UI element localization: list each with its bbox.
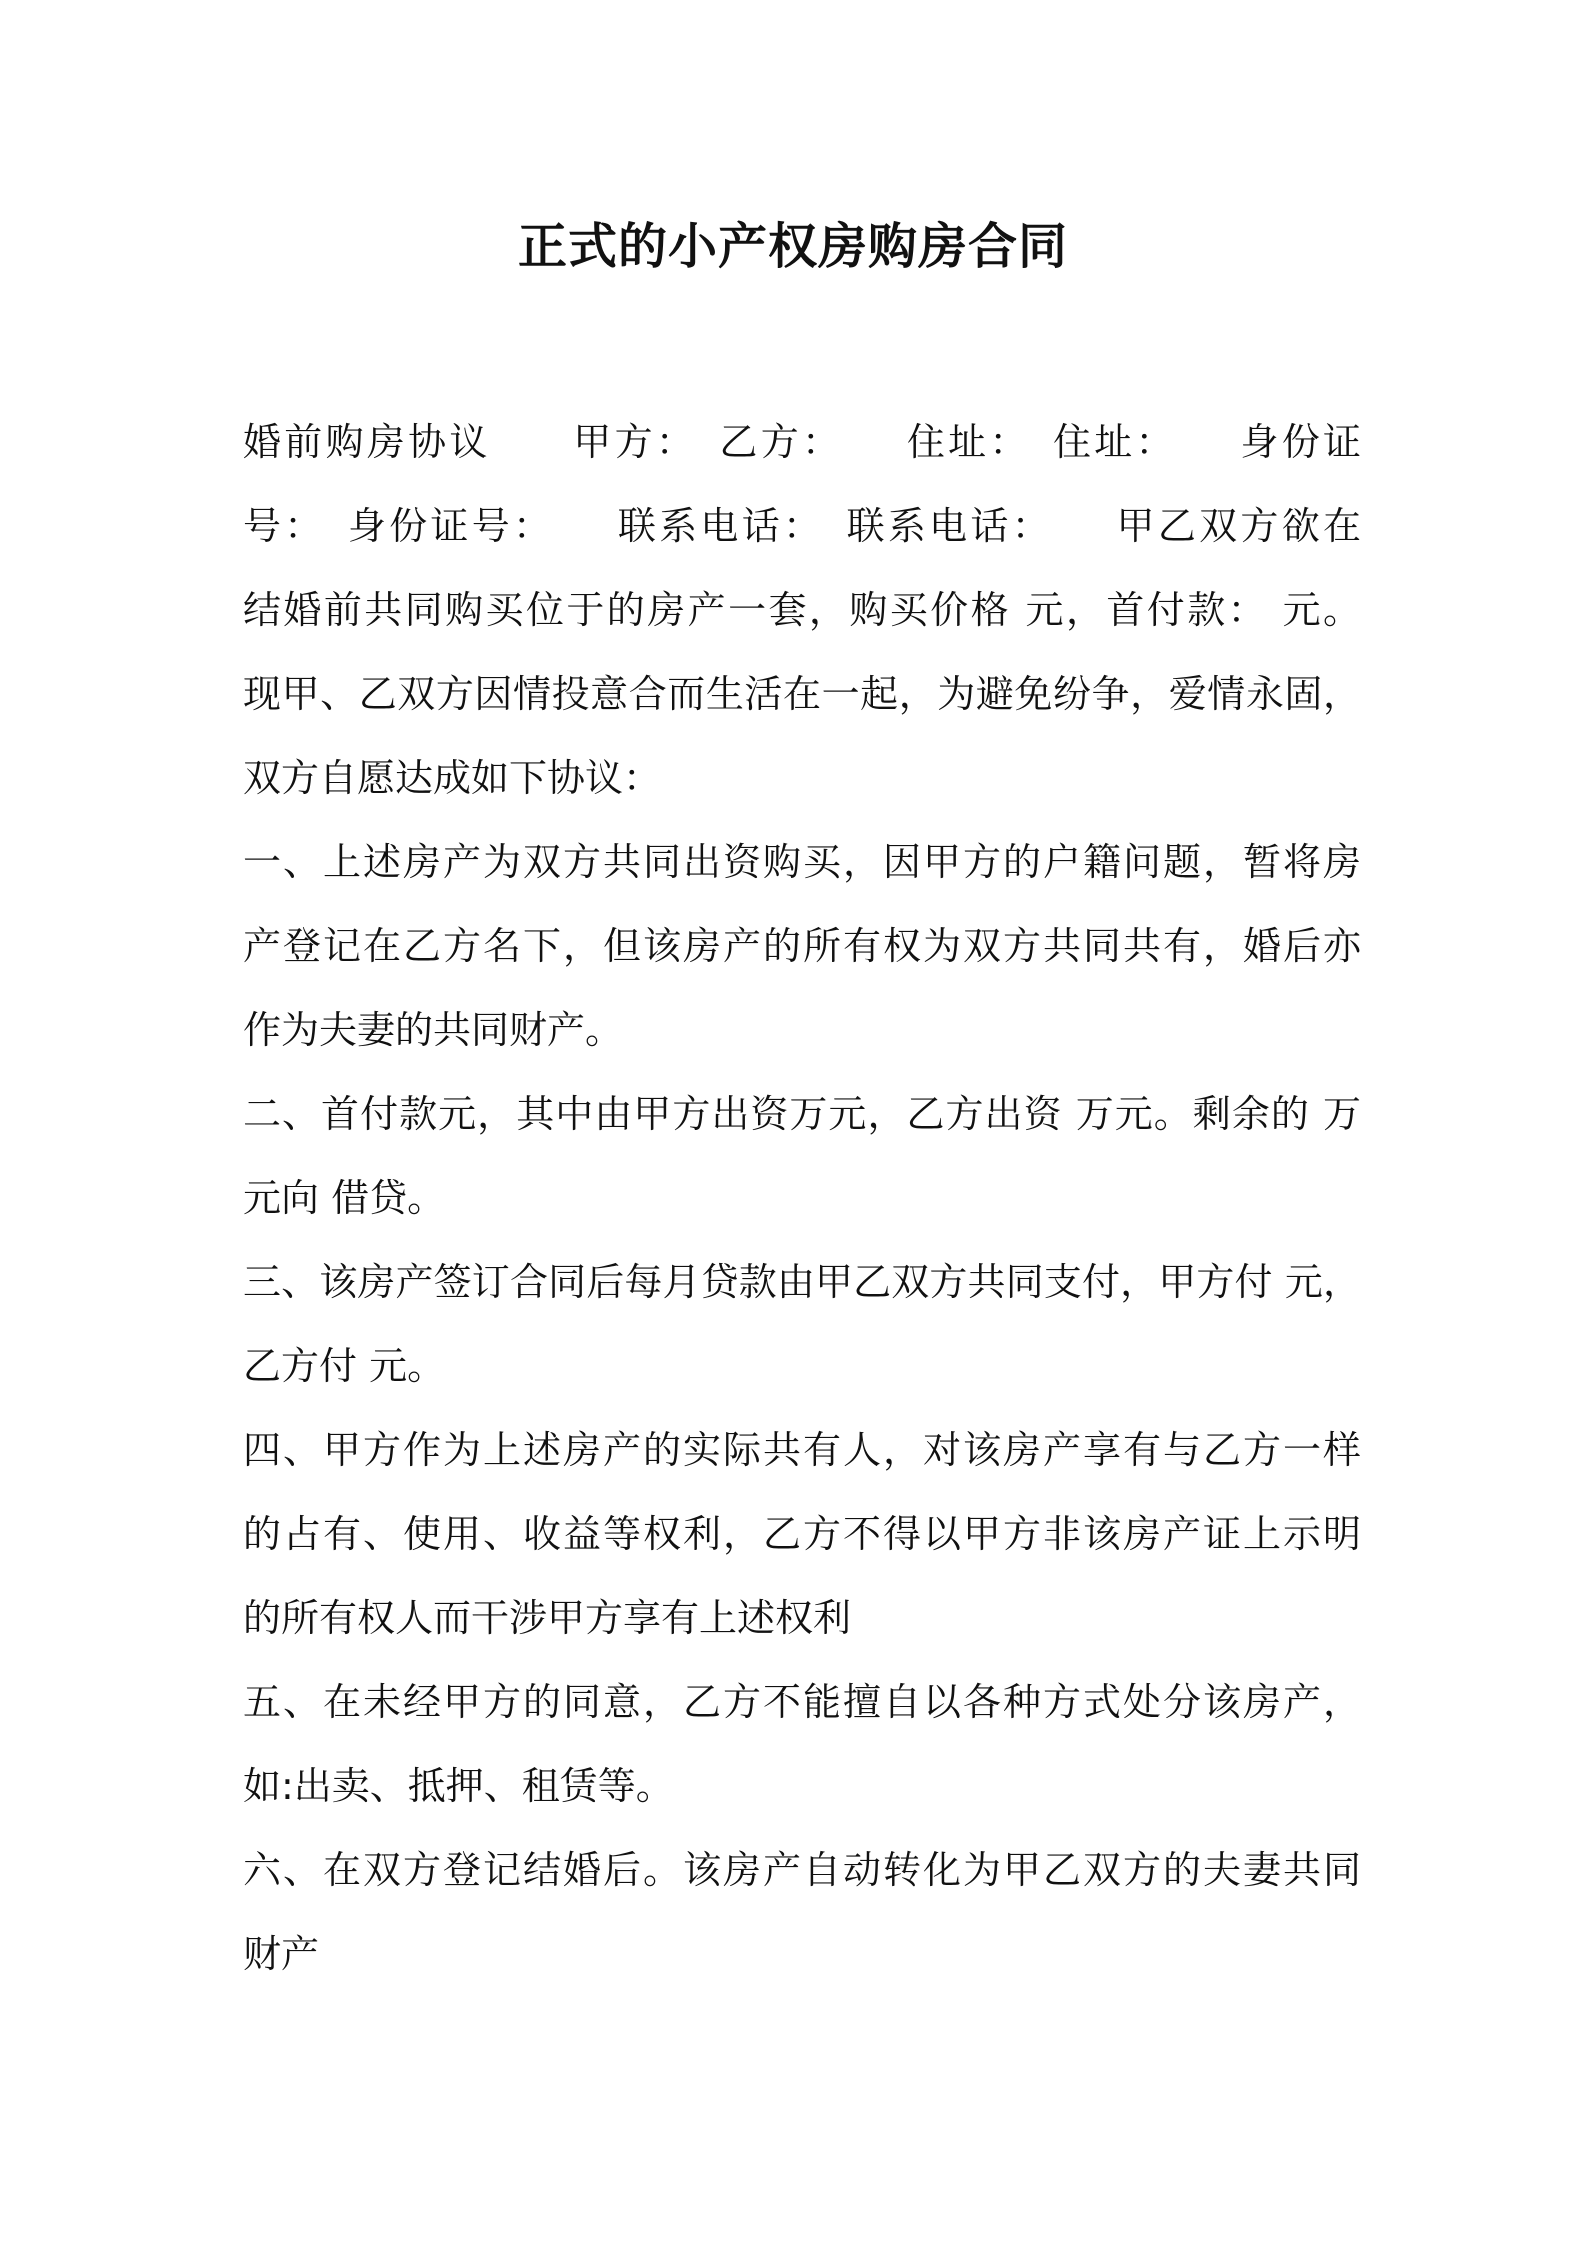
body-line: 产登记在乙方名下，但该房产的所有权为双方共同共有，婚后亦 bbox=[243, 924, 1361, 968]
body-line: 二、首付款元，其中由甲方出资万元，乙方出资 万元。剩余的 万 bbox=[243, 1092, 1361, 1136]
body-line: 婚前购房协议 甲方： 乙方： 住址： 住址： 身份证 bbox=[243, 420, 1361, 464]
body-line: 五、在未经甲方的同意，乙方不能擅自以各种方式处分该房产， bbox=[243, 1680, 1361, 1724]
body-line: 元向 借贷。 bbox=[243, 1176, 446, 1220]
document-body bbox=[243, 400, 1361, 1996]
body-line: 结婚前共同购买位于的房产一套，购买价格 元，首付款： 元。 bbox=[243, 588, 1361, 632]
body-line: 的占有、使用、收益等权利，乙方不得以甲方非该房产证上示明 bbox=[243, 1512, 1361, 1556]
document-title: 正式的小产权房购房合同 bbox=[517, 218, 1068, 275]
body-line: 双方自愿达成如下协议： bbox=[243, 756, 662, 800]
body-line: 四、甲方作为上述房产的实际共有人，对该房产享有与乙方一样 bbox=[243, 1428, 1361, 1472]
body-line: 乙方付 元。 bbox=[243, 1344, 446, 1388]
body-line: 财产 bbox=[243, 1932, 320, 1976]
body-line: 作为夫妻的共同财产。 bbox=[243, 1008, 624, 1052]
body-line: 如:出卖、抵押、租赁等。 bbox=[243, 1764, 674, 1808]
body-line: 一、上述房产为双方共同出资购买，因甲方的户籍问题，暂将房 bbox=[243, 840, 1361, 884]
body-line: 六、在双方登记结婚后。该房产自动转化为甲乙双方的夫妻共同 bbox=[243, 1848, 1361, 1892]
body-line: 现甲、乙双方因情投意合而生活在一起，为避免纷争，爱情永固， bbox=[243, 672, 1361, 716]
body-line: 的所有权人而干涉甲方享有上述权利 bbox=[243, 1596, 852, 1640]
body-line: 三、该房产签订合同后每月贷款由甲乙双方共同支付，甲方付 元， bbox=[243, 1260, 1361, 1304]
body-line: 号： 身份证号： 联系电话： 联系电话： 甲乙双方欲在 bbox=[243, 504, 1361, 548]
